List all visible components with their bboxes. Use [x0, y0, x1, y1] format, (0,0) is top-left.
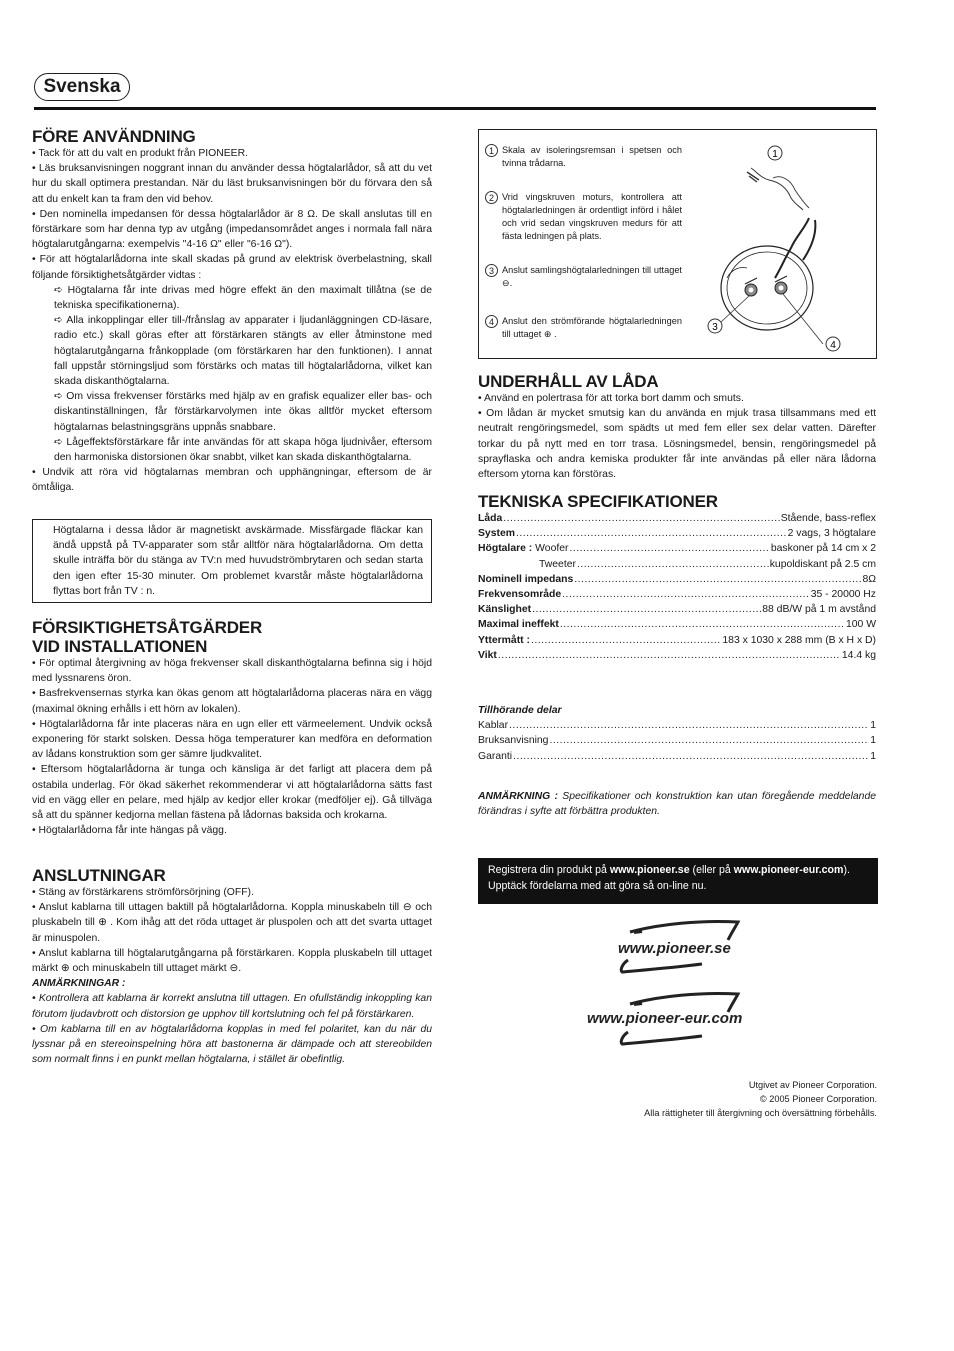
paragraph: • För att högtalarlådorna inte skall skadas på grund av elektrisk överbelastning, skall följande försiktighetsåtgärder vidtas :	[32, 254, 432, 281]
section-title: FÖRSIKTIGHETSÅTGÄRDER	[32, 618, 263, 637]
spec-row	[478, 511, 876, 526]
paragraph: • Om lådan är mycket smutsig kan du använda en mjuk trasa tillsammans med ett neutralt rengöringsmedel, som spädts ut med fem eller sex delar vatten. Därefter torkar du på nytt med en torr trasa. Lösningsmedel, bensin, rengöringsmedel på sprayflaska och andra kemiska produkter får inte användas på eller nära lådorna eftersom ytorna kan förstöras.	[478, 408, 876, 481]
spec-row	[478, 602, 876, 617]
paragraph: • Den nominella impedansen för dessa högtalarlådor är 8 Ω. De skall anslutas till en förstärkare som har denna typ av utgång (impedansområdet anges i normala fall nära högtalarutgångarna: exempelvis "4-16 Ω" eller "6-16 Ω").	[32, 208, 432, 251]
section-title: TEKNISKA SPECIFIKATIONER	[478, 492, 718, 511]
paragraph: • Läs bruksanvisningen noggrant innan du använder dessa högtalarlådor, så att du vet hur du skall optimera prestandan. När du läst bruksanvisningen bör du förvara den så att du enkelt kan ta fram den vid behov.	[32, 163, 432, 205]
terminal-illustration	[699, 138, 875, 358]
remark	[478, 789, 876, 819]
web-link-eur[interactable]: www.pioneer-eur.com	[587, 1010, 743, 1027]
note-item: • Kontrollera att kablarna är korrekt anslutna till uttagen. En ofullständig inkoppling kan förutom ljudavbrott och distorsion ge upphov till kortslutning och fel på förstärkaren.	[32, 993, 432, 1020]
banner-link[interactable]: www.pioneer.se	[609, 864, 690, 876]
section-accessories	[478, 703, 876, 764]
footer-line: Utgivet av Pioneer Corporation.	[748, 1080, 877, 1090]
remark-text: Specifikationer och konstruktion kan utan föregående meddelande förändras i syfte att förbättra produkten.	[478, 791, 877, 818]
accessory-name: Bruksanvisning	[478, 735, 549, 747]
step-text: Skala av isoleringsremsan i spetsen och tvinna trådarna.	[502, 145, 682, 168]
paragraph: • Högtalarlådorna får inte placeras nära en ugn eller ett värmeelement. Undvik också exponering för starkt solsken. Dessa höga temperaturer kan medföra en deformation av lådans konstruktion som ger sämre ljudkvalitet.	[32, 718, 432, 761]
figure-label-1: 1	[772, 149, 778, 160]
step-2	[485, 191, 689, 243]
section-underhall	[478, 372, 876, 482]
spec-row	[478, 648, 876, 663]
registration-banner	[478, 858, 878, 904]
spec-key: Maximal ineffekt	[478, 619, 559, 631]
spec-row	[478, 526, 876, 541]
sub-item: ➪ Högtalarna får inte drivas med högre effekt än den maximalt tillåtna (se de tekniska specifikationerna).	[54, 284, 432, 312]
spec-value: 2 vags, 3 högtalare	[787, 528, 876, 540]
step-text: Anslut den strömförande högtalarledningen till uttaget ⊕ .	[502, 316, 682, 339]
spec-row	[478, 587, 876, 602]
spec-key: Högtalare :	[478, 543, 533, 555]
section-title: VID INSTALLATIONEN	[32, 637, 208, 656]
figure-label-4: 4	[830, 340, 836, 351]
sub-item: ➪ Alla inkopplingar eller till-/frånslag av apparater i ljudanläggningen CD-läsare, radio etc.) skall göras efter att förstärkaren stängts av eller åtminstone med högtalarutgångarna frånkopplade (om förstärkaren har den funktionen). I annat fall uppstår störningsljud som förstärks och matas till högtalarlådorna, vilket kan skada diskanthögtalarna.	[54, 315, 432, 388]
note-item: • Om kablarna till en av högtalarlådorna kopplas in med fel polaritet, kan du när du lyssnar på en stereoinspelning höra att bastonerna är dämpade och att stereobilden som normalt finns i en punkt mellan högtalarna, i stället är obefintlig.	[32, 1023, 432, 1066]
spec-row	[478, 633, 876, 648]
spec-value: baskoner på 14 cm x 2	[770, 543, 876, 555]
spec-value: 183 x 1030 x 288 mm (B x H x D)	[722, 634, 876, 646]
banner-link[interactable]: www.pioneer-eur.com	[733, 864, 844, 876]
notes-title: ANMÄRKNINGAR :	[32, 978, 126, 990]
spec-row	[478, 541, 876, 556]
spec-key: Låda	[478, 513, 503, 524]
spec-key: Frekvensområde	[478, 588, 562, 600]
paragraph: • Basfrekvensernas styrka kan ökas genom att högtalarlådorna placeras nära en vägg (maximal ökning erhålls i ett hörn av lokalen).	[32, 688, 432, 715]
section-title: FÖRE ANVÄNDNING	[32, 127, 196, 146]
figure-label-3: 3	[712, 322, 718, 333]
publisher-footer	[644, 1078, 877, 1120]
step-number: 2	[485, 191, 498, 204]
accessory-name: Garanti	[478, 750, 513, 762]
spec-value: 88 dB/W på 1 m avstånd	[762, 604, 876, 616]
note-text: Högtalarna i dessa lådor är magnetiskt avskärmade. Missfärgade fläckar kan ändå uppstå på TV-apparater som står alltför nära högtalarlådorna. Om detta skulle inträffa bör du stänga av TV:n med huvudströmbrytaren och sedan starta den igen efter 15-30 minuter. Om problemet kvarstår måste högtalarlådorna flyttas bort från TV : n.	[53, 525, 423, 597]
paragraph: • För optimal återgivning av höga frekvenser skall diskanthögtalarna befinna sig i höjd med lyssnarens öron.	[32, 658, 432, 685]
accessory-name: Kablar	[478, 720, 509, 732]
section-fore-anvandning	[32, 127, 432, 496]
spec-value: 14.4 kg	[841, 649, 876, 661]
paragraph: • Använd en polertrasa för att torka bort damm och smuts.	[478, 393, 744, 404]
paragraph: • Högtalarlådorna får inte hängas på vägg.	[32, 825, 227, 837]
paragraph: • Tack för att du valt en produkt från PIONEER.	[32, 148, 248, 159]
remark-label: ANMÄRKNING :	[478, 791, 558, 802]
spec-value: 100 W	[845, 619, 876, 631]
sub-item: ➪ Lågeffektsförstärkare får inte användas för att skapa höga ljudnivåer, eftersom den harmoniska distorsionen ökar snabbt, vilket kan skada diskanthögtalarna.	[54, 436, 432, 464]
footer-line: Alla rättigheter till återgivning och översättning förbehålls.	[644, 1108, 877, 1118]
header-rule	[34, 107, 876, 110]
accessories-title: Tillhörande delar	[478, 705, 562, 716]
section-title: UNDERHÅLL AV LÅDA	[478, 372, 659, 391]
step-4	[485, 315, 689, 341]
accessory-qty: 1	[870, 735, 876, 747]
section-specifications	[478, 492, 876, 663]
spec-subkey: Tweeter	[539, 558, 576, 570]
footer-line: © 2005 Pioneer Corporation.	[759, 1094, 877, 1104]
sub-item: ➪ Om vissa frekvenser förstärks med hjälp av en grafisk equalizer eller bas- och diskantinställningen, får förstärkarvolymen inte ökas alltför mycket eftersom högtalarnas belastningsgräns uppnås snabbare.	[54, 391, 432, 433]
spec-row	[478, 617, 876, 632]
step-text: Anslut samlingshögtalarledningen till uttaget ⊖.	[502, 265, 682, 288]
spec-key: System	[478, 528, 515, 540]
spec-row	[478, 557, 876, 572]
step-number: 4	[485, 315, 498, 328]
spec-value: 8Ω	[862, 573, 876, 585]
section-title: ANSLUTNINGAR	[32, 866, 166, 885]
spec-key: Nominell impedans	[478, 573, 574, 585]
spec-value: 35 - 20000 Hz	[810, 588, 876, 600]
step-text: Vrid vingskruven moturs, kontrollera att högtalarledningen är ordentligt införd i hålet och vrid sedan vingskruven medurs för att fästa ledningen på plats.	[502, 192, 682, 241]
accessory-qty: 1	[870, 750, 876, 762]
spec-key: Vikt	[478, 649, 497, 661]
section-anslutningar	[32, 866, 432, 1067]
section-forsiktighet	[32, 618, 432, 838]
paragraph: • Anslut kablarna till högtalarutgångarna på förstärkaren. Koppla pluskabeln till uttaget märkt ⊕ och minuskabeln till uttaget märkt ⊖.	[32, 947, 432, 975]
step-1	[485, 144, 689, 170]
language-tab: Svenska	[34, 73, 130, 101]
accessory-qty: 1	[870, 720, 876, 732]
step-3	[485, 264, 689, 290]
magnetic-shield-note	[32, 519, 432, 603]
accessory-row	[478, 749, 876, 764]
banner-line-2: Upptäck fördelarna med att göra så on-line nu.	[488, 880, 707, 892]
accessory-row	[478, 718, 876, 733]
spec-key: Yttermått :	[478, 634, 530, 646]
paragraph: • Undvik att röra vid högtalarnas membran och upphängningar, eftersom de är ömtåliga.	[32, 467, 432, 494]
step-number: 1	[485, 144, 498, 157]
accessory-row	[478, 733, 876, 748]
spec-key: Känslighet	[478, 604, 532, 616]
step-number: 3	[485, 264, 498, 277]
spec-value: Stående, bass-reflex	[780, 513, 876, 524]
spec-value: kupoldiskant på 2.5 cm	[769, 558, 876, 570]
spec-subkey: Woofer	[535, 543, 569, 555]
spec-row	[478, 572, 876, 587]
banner-line-1: Registrera din produkt på www.pioneer.se (eller på www.pioneer-eur.com).	[488, 864, 850, 876]
web-link-se[interactable]: www.pioneer.se	[618, 940, 731, 957]
paragraph: • Anslut kablarna till uttagen baktill på högtalarlådorna. Koppla minuskabeln till ⊖ och pluskabeln till ⊕ . Kom ihåg att det röda uttaget är pluspolen och att det svarta uttaget är minuspolen.	[32, 902, 432, 944]
paragraph: • Eftersom högtalarlådorna är tunga och känsliga är det farligt att placera dem på ostabila underlag. För ökad säkerhet rekommenderar vi att högtalarlådorna sätts fast vid en vägg eller en pelare, med hjälp av kedjor eller krokar (medföljer ej). Gå tillväga så att du spänner kedjorna mellan fästena på lådornas baksida och krokarna.	[32, 764, 432, 822]
paragraph: • Stäng av förstärkarens strömförsörjning (OFF).	[32, 887, 254, 898]
connection-steps-box	[478, 129, 877, 359]
